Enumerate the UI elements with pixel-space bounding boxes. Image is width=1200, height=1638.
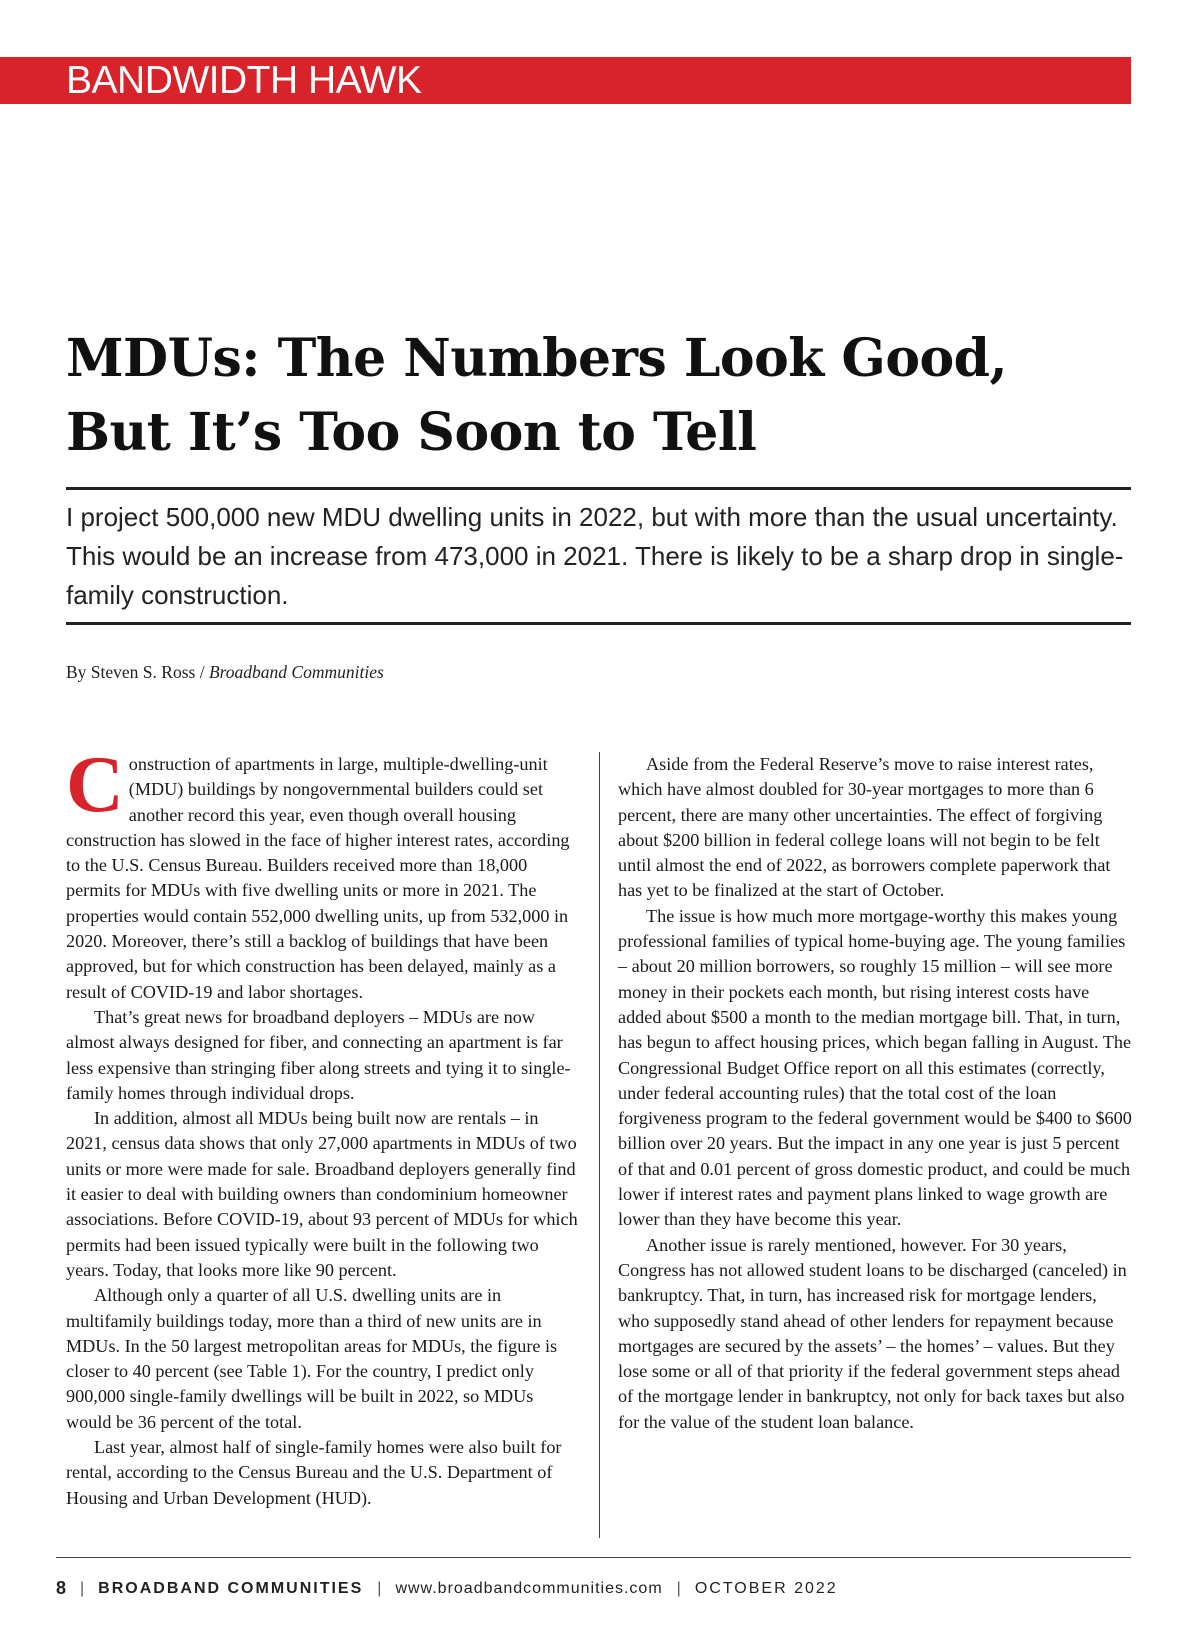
footer-separator: | [377, 1579, 382, 1597]
paragraph-text: onstruction of apartments in large, multiple-dwelling-unit (MDU) buildings by nongovernmental builders could set another record this year, even though overall housing construction has slowed in the face of higher interest rates, according to the U.S. Census Bureau. Builders received more than 18,000 permits for MDUs with five dwelling units or more in 2021. The properties would contain 552,000 dwelling units, up from 532,000 in 2020. Moreover, there’s still a backlog of buildings that have been approved, but for which construction has been delayed, mainly as a result of COVID-19 and labor shortages. [66, 754, 570, 1002]
page-number: 8 [56, 1578, 67, 1598]
paragraph: Last year, almost half of single-family homes were also built for rental, according to the Census Bureau and the U.S. Department of Housing and Urban Development (HUD). [66, 1437, 562, 1508]
headline-line-1: MDUs: The Numbers Look Good, [66, 328, 1008, 389]
byline-publication: Broadband Communities [208, 662, 384, 682]
section-label: BANDWIDTH HAWK [66, 59, 422, 102]
column-divider [599, 752, 600, 1538]
article-column-right [618, 752, 1132, 1435]
paragraph: Aside from the Federal Reserve’s move to raise interest rates, which have almost doubled for 30-year mortgages to more than 6 percent, there are many other uncertainties. The effect of forgiving about $200 billion in federal college loans will not begin to be felt until almost the end of 2022, as borrowers complete paperwork that has yet to be finalized at the start of October. [618, 754, 1111, 901]
paragraph: Another issue is rarely mentioned, however. For 30 years, Congress has not allowed student loans to be discharged (canceled) in bankruptcy. That, in turn, has increased risk for mortgage lenders, who supposedly stand ahead of other lenders for repayment because mortgages are secured by the assets’ – the homes’ – values. But they lose some or all of that priority if the federal government steps ahead of the mortgage lender in bankruptcy, not only for back taxes but also for the value of the student loan balance. [618, 1234, 1127, 1432]
footer-rule [56, 1557, 1131, 1558]
issue-date: OCTOBER 2022 [694, 1579, 838, 1597]
magazine-name: BROADBAND COMMUNITIES [98, 1579, 364, 1597]
headline-line-2: But It’s Too Soon to Tell [66, 402, 757, 463]
deck-bottom-rule [66, 622, 1131, 625]
footer-separator: | [676, 1579, 681, 1597]
byline [66, 662, 384, 683]
website-url: www.broadbandcommunities.com [395, 1579, 663, 1597]
footer-separator: | [80, 1579, 85, 1597]
drop-cap: C [66, 741, 124, 829]
paragraph: Although only a quarter of all U.S. dwelling units are in multifamily buildings today, more than a third of new units are in MDUs. In the 50 largest metropolitan areas for MDUs, the figure is closer to 40 percent (see Table 1). For the country, I predict only 900,000 single-family dwellings will be built in 2022, so MDUs would be 36 percent of the total. [66, 1285, 558, 1432]
paragraph: In addition, almost all MDUs being built now are rentals – in 2021, census data shows that only 27,000 apartments in MDUs of two units or more were made for sale. Broadband deployers generally find it easier to deal with building owners than condominium homeowner associations. Before COVID-19, about 93 percent of MDUs for which permits had been issued typically were built in the following two years. Today, that looks more like 90 percent. [66, 1108, 578, 1280]
byline-author: By Steven S. Ross / [66, 662, 209, 682]
page-footer [56, 1578, 838, 1599]
article-column-left [66, 741, 578, 1511]
article-deck: I project 500,000 new MDU dwelling units in 2022, but with more than the usual uncertainty. This would be an increase from 473,000 in 2021. There is likely to be a sharp drop in single-family construction. [66, 502, 1124, 610]
paragraph: That’s great news for broadband deployers – MDUs are now almost always designed for fiber, and connecting an apartment is far less expensive than stringing fiber along streets and tying it to single-family homes through individual drops. [66, 1006, 571, 1103]
deck-top-rule [66, 487, 1131, 490]
paragraph: The issue is how much more mortgage-worthy this makes young professional families of typical home-buying age. The young families – about 20 million borrowers, so roughly 15 million – will see more money in their pockets each month, but rising interest costs have added about $500 a month to the median mortgage bill. That, in turn, has begun to affect housing prices, which began falling in August. The Congressional Budget Office report on all this estimates (correctly, under federal accounting rules) that the total cost of the loan forgiveness program to the federal government would be $400 to $600 billion over 20 years. But the impact in any one year is just 5 percent of that and 0.01 percent of gross domestic product, and could be much lower if interest rates and payment plans linked to wage growth are lower than they have become this year. [618, 905, 1132, 1230]
article-headline [66, 322, 1126, 470]
section-header-bar [0, 57, 1131, 104]
paragraph [66, 741, 578, 1005]
